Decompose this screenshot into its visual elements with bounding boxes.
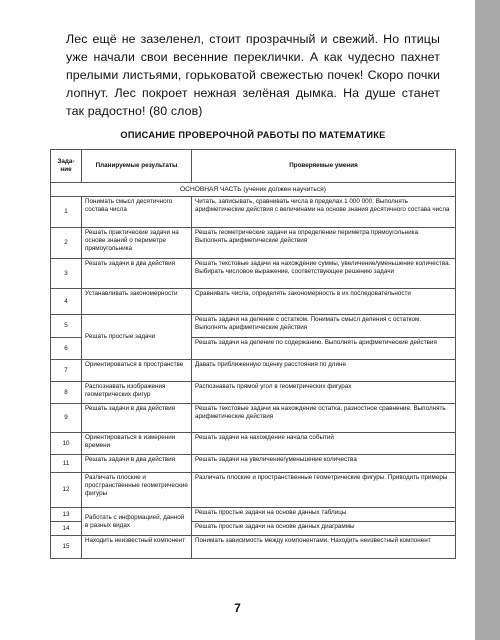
checked-skill: Решать текстовые задачи на нахождение остатка, разностное сравнение. Выполнять арифметические действия [192,404,456,433]
task-number: 1 [51,197,82,228]
task-number: 2 [51,228,82,259]
dictation-paragraph: Лес ещё не зазеленел, стоит прозрачный и свежий. Но птицы уже начали свои весенние переклички. А как чудесно пахнет прелыми листьями, горьковатой свежестью почек! Скоро почки лопнут. Лес покроет нежная зелёная дымка. На душе станет так радостно! (80 слов) [66,32,440,118]
checked-skill: Решать простые задачи на основе данных таблицы [192,508,456,522]
dictation-text [66,30,440,120]
task-number: 15 [51,536,82,559]
test-description-table [50,149,456,559]
task-number: 3 [51,259,82,289]
table-row [51,433,456,455]
planned-result: Решать практические задачи на основе знаний о периметре прямоугольника [82,228,192,259]
task-number: 14 [51,522,82,536]
checked-skill: Решать задачи на деление с остатком. Понимать смысл деления с остатком. Выполнять арифметические действия [192,315,456,338]
page-number: 7 [234,601,241,615]
checked-skill: Различать плоские и пространственные геометрические фигуры. Приводить примеры [192,473,456,508]
checked-skill: Давать приближенную оценку расстояния по длине [192,360,456,382]
task-number: 10 [51,433,82,455]
task-number: 11 [51,455,82,473]
table-row [51,508,456,522]
table-row [51,360,456,382]
table-row [51,536,456,559]
planned-result: Решать задачи в два действия [82,404,192,433]
planned-result: Различать плоские и пространственные геометрические фигуры [82,473,192,508]
checked-skill: Читать, записывать, сравнивать числа в пределах 1 000 000. Выполнять арифметические действия с величинами на основе знания десятичного состава числа [192,197,456,228]
task-number: 4 [51,289,82,315]
section-title: ОПИСАНИЕ ПРОВЕРОЧНОЙ РАБОТЫ ПО МАТЕМАТИКЕ [120,130,386,140]
checked-skill: Решать задачи на нахождение начала событий [192,433,456,455]
planned-result: Работать с информацией, данной в разных видах [82,508,192,536]
header-skills: Проверяемые умения [192,150,456,183]
task-number: 12 [51,473,82,508]
planned-result: Находить неизвестный компонент [82,536,192,559]
planned-result: Распознавать изображения геометрических фигур [82,382,192,404]
task-number: 6 [51,338,82,360]
table-row [51,315,456,338]
checked-skill: Распознавать прямой угол в геометрических фигурах [192,382,456,404]
planned-result: Устанавливать закономерности [82,289,192,315]
planned-result: Понимать смысл десятичного состава числа [82,197,192,228]
planned-result: Решать задачи в два действия [82,259,192,289]
checked-skill: Решать задачи на увеличение/уменьшение количества [192,455,456,473]
checked-skill: Сравнивать числа, определять закономерность в их последовательности [192,289,456,315]
table-row [51,473,456,508]
table-row [51,228,456,259]
table-header-row [51,150,456,183]
page-edge-strip [475,0,500,640]
checked-skill: Решать геометрические задачи на определение периметра прямоугольника. Выполнять арифметические действия [192,228,456,259]
planned-result: Ориентироваться в измерении времени [82,433,192,455]
table-row [51,289,456,315]
task-number: 5 [51,315,82,338]
table-row [51,404,456,433]
task-number: 8 [51,382,82,404]
table-row [51,197,456,228]
header-results: Планируемые результаты [82,150,192,183]
task-number: 13 [51,508,82,522]
checked-skill: Решать задачи на деление по содержанию. Выполнять арифметические действия [192,338,456,360]
checked-skill: Решать простые задачи на основе данных диаграммы [192,522,456,536]
table-row [51,382,456,404]
planned-result: Решать простые задачи [82,315,192,360]
table-row [51,259,456,289]
task-number: 7 [51,360,82,382]
planned-result: Решать задачи в два действия [82,455,192,473]
header-task: Зада-ние [51,150,82,183]
checked-skill: Решать текстовые задачи на нахождение суммы, увеличение/уменьшение количества. Выбирать числовое выражение, соответствующее решению задачи [192,259,456,289]
table-row [51,455,456,473]
task-number: 9 [51,404,82,433]
planned-result: Ориентироваться в пространстве [82,360,192,382]
section-label: ОСНОВНАЯ ЧАСТЬ (ученик должен научиться) [51,183,456,197]
checked-skill: Понимать зависимость между компонентами. Находить неизвестный компонент [192,536,456,559]
table-section-row [51,183,456,197]
